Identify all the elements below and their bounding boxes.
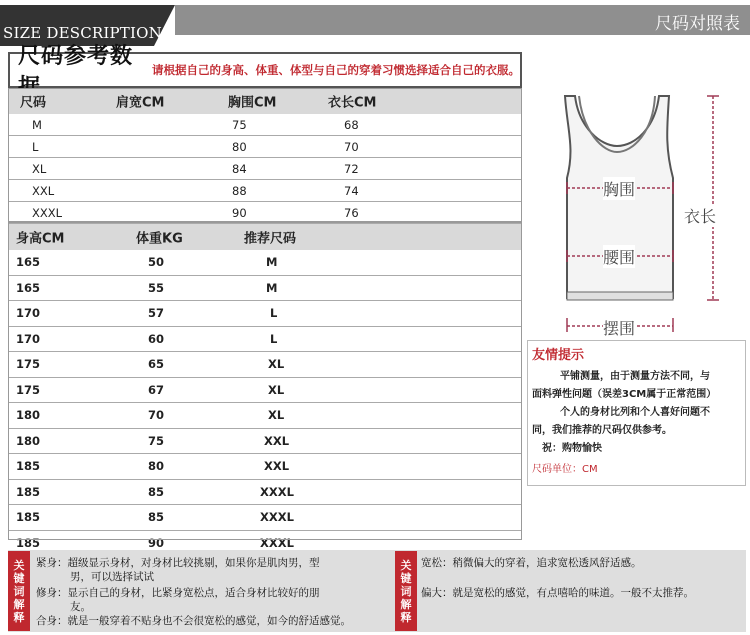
header-left-title: SIZE DESCRIPTION [3,24,162,42]
table-row [8,250,522,276]
cell-chest: 80 [232,139,247,154]
header-right-title: 尺码对照表 [655,14,740,34]
glossary-line: 合身：就是一般穿着不贴身也不会很宽松的感觉，如今的舒适感觉。 [36,615,351,627]
tips-line: 个人的身材比列和个人喜好问题不 [560,407,710,418]
badge-char: 释 [400,610,412,624]
badge-char: 关 [13,558,25,572]
glossary-fit [36,614,351,628]
cell-length: 68 [344,117,359,132]
cell-size: XXXL [260,484,294,499]
header-chest: 胸围CM [228,95,277,111]
cell-size: XXXL [32,205,63,220]
tips-line: 祝：购物愉快 [542,443,602,454]
cell-size: XL [32,161,47,176]
size-reference-heading [8,44,522,88]
cell-weight: 70 [148,408,165,423]
badge-char: 释 [13,610,25,624]
badge-char: 词 [13,584,25,598]
table-row [8,454,522,480]
cell-weight: 60 [148,331,165,346]
glossary-badge-right [395,551,417,631]
cell-height: 170 [16,331,41,346]
table-row [8,429,522,455]
table-row [8,180,522,202]
cell-weight: 50 [148,255,165,270]
glossary-loose: 宽松：稍微偏大的穿着，追求宽松透风舒适感。 [421,557,642,569]
cell-chest: 88 [232,183,247,198]
tips-line: 平铺测量，由于测量方法不同，与 [560,371,710,382]
cell-weight: 67 [148,382,165,397]
cell-size: XXL [264,433,290,448]
glossary-oversize: 偏大：就是宽松的感觉，有点嘻哈的味道。一般不太推荐。 [421,587,694,599]
cell-weight: 55 [148,280,165,295]
friendly-tips-box [527,340,746,486]
tips-title: 友情提示 [532,348,585,363]
cell-size: M [32,117,42,132]
table-row [8,327,522,353]
cell-height: 180 [16,433,41,448]
header-length: 衣长CM [328,95,377,111]
cell-length: 74 [344,183,359,198]
chest-label: 胸围 [603,177,635,200]
table-row [8,301,522,327]
tips-line: 同，我们推荐的尺码仅供参考。 [532,425,672,436]
table-row [8,114,522,136]
cell-height: 185 [16,459,41,474]
table-row [8,276,522,302]
header-weight: 体重KG [136,231,183,247]
cell-size: XXXL [260,510,294,525]
badge-char: 键 [400,571,412,585]
cell-size: L [32,139,39,154]
glossary-tight [36,556,320,584]
cell-height: 170 [16,306,41,321]
tank-top-illustration [527,88,746,336]
cell-weight: 90 [148,535,165,550]
table-row [8,158,522,180]
table-row [8,136,522,158]
length-label: 衣长 [684,204,716,227]
cell-length: 70 [344,139,359,154]
size-tables [8,88,522,556]
cell-length: 72 [344,161,359,176]
cell-height: 175 [16,357,41,372]
size-table-header [8,88,522,114]
glossary-line: 友。 [70,601,91,613]
table-row [8,480,522,506]
cell-weight: 85 [148,510,165,525]
badge-char: 解 [400,597,412,611]
cell-height: 165 [16,255,41,270]
cell-height: 185 [16,535,41,550]
cell-size: M [266,255,278,270]
keyword-glossary [8,550,746,632]
cell-size: L [270,306,278,321]
cell-size: XL [268,408,285,423]
cell-height: 165 [16,280,41,295]
badge-char: 词 [400,584,412,598]
glossary-slim [36,586,320,614]
cell-chest: 90 [232,205,247,220]
glossary-line: 紧身：超级显示身材，对身材比较挑剔，如果你是肌肉男，型 [36,557,320,569]
cell-weight: 85 [148,484,165,499]
cell-height: 180 [16,408,41,423]
table-row [8,378,522,404]
badge-char: 键 [13,571,25,585]
cell-height: 185 [16,510,41,525]
table-row [8,352,522,378]
cell-chest: 84 [232,161,247,176]
badge-char: 解 [13,597,25,611]
recommend-table-header [8,224,522,250]
cell-height: 185 [16,484,41,499]
table-row [8,202,522,224]
header-recommended-size: 推荐尺码 [244,231,297,247]
cell-weight: 57 [148,306,165,321]
heading-title: 尺码参考数 [18,44,134,69]
glossary-line: 修身：显示自己的身材，比紧身宽松点，适合身材比较好的朋 [36,587,320,599]
hem-label: 摆围 [603,316,635,339]
cell-weight: 65 [148,357,165,372]
cell-size: XXL [264,459,290,474]
cell-length: 76 [344,205,359,220]
header-shoulder: 肩宽CM [116,95,165,111]
glossary-badge-left [8,551,30,631]
cell-size: XL [268,382,285,397]
table-row [8,505,522,531]
cell-chest: 75 [232,117,247,132]
header-height: 身高CM [16,231,65,247]
table-row [8,403,522,429]
cell-weight: 75 [148,433,165,448]
badge-char: 关 [400,558,412,572]
header-size: 尺码 [20,95,47,111]
cell-size: XL [268,357,285,372]
cell-height: 175 [16,382,41,397]
cell-size: M [266,280,278,295]
cell-weight: 80 [148,459,165,474]
cell-size: L [270,331,278,346]
tips-line: 面料弹性问题（误差3CM属于正常范围） [532,389,717,400]
heading-tip: 请根据自己的身高、体重、体型与自己的穿着习惯选择适合自己的衣服。 [152,63,520,77]
glossary-line: 男，可以选择试试 [70,571,154,583]
cell-size: XXL [32,183,55,198]
cell-size: XXXL [260,535,294,550]
tips-unit: 尺码单位：CM [532,464,598,475]
waist-label: 腰围 [603,245,635,268]
